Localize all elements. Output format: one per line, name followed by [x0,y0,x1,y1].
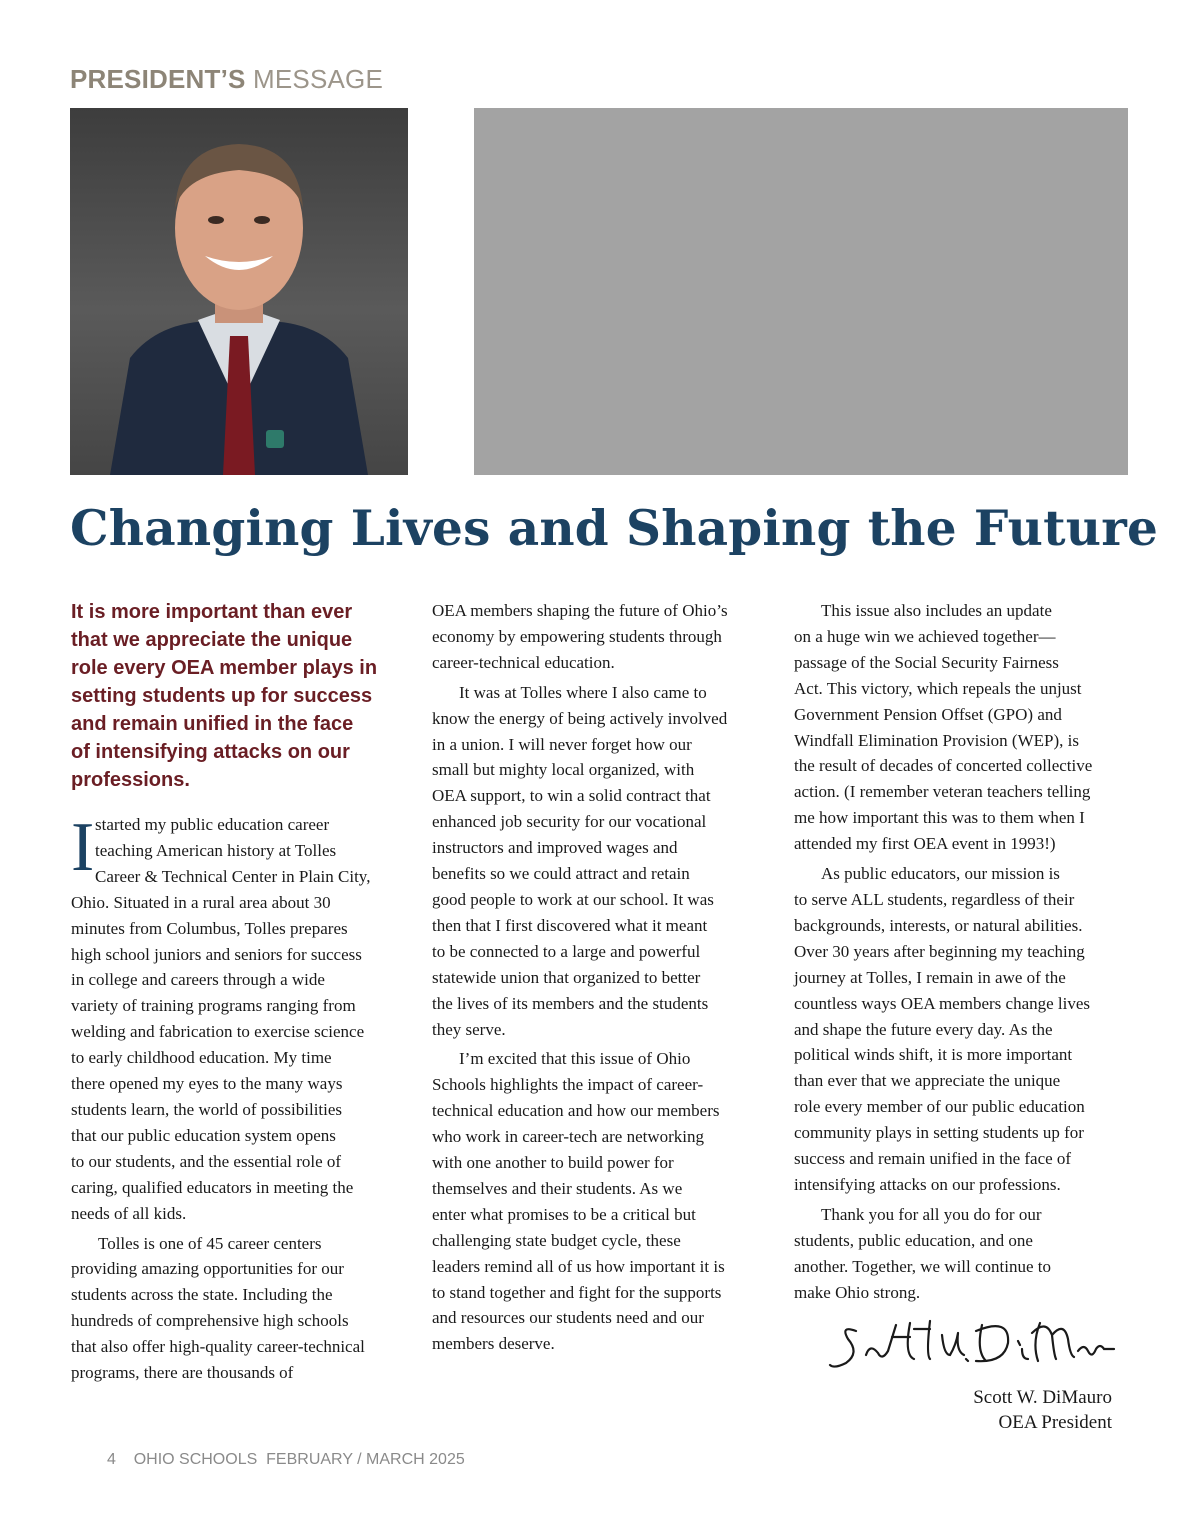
body-paragraph [794,861,1130,1198]
body-line: countless ways OEA members change lives [794,993,1091,1013]
body-line: hundreds of comprehensive high schools [71,1311,349,1331]
body-line: leaders remind all of us how important it is [432,1256,725,1276]
body-line: variety of training programs ranging from [71,996,356,1016]
pull-quote-line: that we appreciate the unique [71,629,353,651]
body-line: backgrounds, interests, or natural abilities. [794,915,1083,935]
body-line: in college and careers through a wide [71,970,325,990]
body-line: programs, there are thousands of [71,1363,294,1383]
body-line: on a huge win we achieved together— [794,626,1056,646]
body-line: community plays in setting students up for [794,1123,1084,1143]
body-line: in a union. I will never forget how our [432,734,692,754]
body-line: students, public education, and one [794,1230,1033,1250]
body-line: good people to work at our school. It was [432,889,714,909]
body-line: than ever that we appreciate the unique [794,1071,1061,1091]
pull-quote [71,598,403,794]
body-line: know the energy of being actively involved [432,708,728,728]
publication-line: OHIO SCHOOLS FEBRUARY / MARCH 2025 [133,1451,465,1468]
body-line: journey at Tolles, I remain in awe of the [794,967,1066,987]
body-line: the lives of its members and the students [432,993,709,1013]
body-line: and shape the future every day. As the [794,1019,1053,1039]
body-line: to be connected to a large and powerful [432,941,701,961]
body-line: This issue also includes an update [821,601,1052,620]
section-label-light: MESSAGE [253,64,384,94]
body-line: who work in career-tech are networking [432,1127,705,1147]
handwritten-signature [826,1315,1116,1379]
pull-quote-line: and remain unified in the face [71,713,354,735]
signoff-name: Scott W. DiMauro [973,1387,1112,1408]
body-line: started my public education career [95,815,330,834]
body-line: enter what promises to be a critical but [432,1204,696,1224]
signature-graphic [826,1315,1116,1379]
pull-quote-line: of intensifying attacks on our [71,741,350,763]
body-line: intensifying attacks on our professions. [794,1174,1061,1194]
body-line: passage of the Social Security Fairness [794,652,1059,672]
body-line: with one another to build power for [432,1153,674,1173]
body-line: providing amazing opportunities for our [71,1259,344,1279]
body-line: me how important this was to them when I [794,808,1085,828]
body-line: OEA members shaping the future of Ohio’s [432,601,728,620]
body-line: themselves and their students. As we [432,1178,683,1198]
dropcap: I [71,809,95,886]
column-1 [71,598,403,1386]
column-3 [794,598,1130,1305]
body-line: high school juniors and seniors for success [71,944,362,964]
dropcap-block [71,809,403,890]
pull-quote-line: professions. [71,769,190,791]
body-line: role every member of our public education [794,1097,1085,1117]
page-number: 4 [107,1451,116,1468]
body-line: make Ohio strong. [794,1282,921,1302]
body-line: enhanced job security for our vocational [432,812,707,832]
portrait-illustration [70,108,408,475]
body-line: that also offer high-quality career-technical [71,1337,365,1357]
body-line: another. Together, we will continue to [794,1256,1052,1276]
body-line: students learn, the world of possibilities [71,1099,343,1119]
pull-quote-line: setting students up for success [71,685,373,707]
body-line: action. (I remember veteran teachers telling [794,782,1091,802]
body-paragraph [794,1202,1130,1306]
headline: Changing Lives and Shaping the Future [70,500,1159,557]
body-line: welding and fabrication to exercise science [71,1022,365,1042]
body-line: then that I first discovered what it meant [432,915,708,935]
body-line: economy by empowering students through [432,626,722,646]
body-line: Tolles is one of 45 career centers [98,1233,322,1253]
body-line: to serve ALL students, regardless of their [794,889,1075,909]
image-placeholder [474,108,1128,475]
signoff [973,1385,1112,1435]
body-line: benefits so we could attract and retain [432,864,690,884]
body-line: political winds shift, it is more important [794,1045,1073,1065]
body-line: they serve. [432,1019,506,1039]
pull-quote-line: It is more important than ever [71,601,353,623]
body-line: Schools highlights the impact of career- [432,1075,704,1095]
body-line: members deserve. [432,1334,555,1354]
body-line: statewide union that organized to better [432,967,701,987]
body-line: Windfall Elimination Provision (WEP), is [794,730,1079,750]
body-line: OEA support, to win a solid contract that [432,786,711,806]
body-paragraph [71,809,403,1227]
pull-quote-line: role every OEA member plays in [71,657,378,679]
section-label [70,64,383,95]
body-line: to stand together and fight for the supports [432,1282,722,1302]
body-line: needs of all kids. [71,1203,187,1223]
signoff-title: OEA President [998,1412,1112,1433]
body-line: success and remain unified in the face of [794,1149,1072,1169]
body-line: Act. This victory, which repeals the unjust [794,678,1082,698]
body-paragraph [794,598,1130,857]
body-line: instructors and improved wages and [432,838,678,858]
body-line: technical education and how our members [432,1101,720,1121]
body-line: career-technical education. [432,652,615,672]
body-line: challenging state budget cycle, these [432,1230,681,1250]
body-line: that our public education system opens [71,1125,336,1145]
body-line: Ohio. Situated in a rural area about 30 [71,892,331,912]
body-line: minutes from Columbus, Tolles prepares [71,918,348,938]
body-line: Thank you for all you do for our [821,1204,1042,1224]
page-footer [107,1451,465,1469]
body-paragraph [71,1231,403,1386]
body-line: Career & Technical Center in Plain City, [95,866,371,886]
column-2 [432,598,768,1357]
body-line: students across the state. Including the [71,1285,333,1305]
section-label-strong: PRESIDENT’S [70,64,246,94]
president-portrait [70,108,408,475]
body-paragraph [432,598,768,676]
body-line: I’m excited that this issue of Ohio [459,1049,691,1069]
body-line: It was at Tolles where I also came to [459,682,707,702]
body-line: to early childhood education. My time [71,1048,332,1068]
body-paragraph [432,1046,768,1357]
body-line: As public educators, our mission is [821,864,1060,884]
body-line: attended my first OEA event in 1993!) [794,834,1056,854]
body-line: there opened my eyes to the many ways [71,1074,343,1094]
body-line: to our students, and the essential role of [71,1151,342,1171]
body-line: small but mighty local organized, with [432,760,695,780]
body-line: Government Pension Offset (GPO) and [794,704,1062,724]
body-line: the result of decades of concerted collective [794,756,1093,776]
body-line: Over 30 years after beginning my teaching [794,941,1085,961]
body-line: and resources our students need and our [432,1308,704,1328]
body-paragraph [432,680,768,1043]
body-line: caring, qualified educators in meeting the [71,1177,354,1197]
body-line: teaching American history at Tolles [95,840,337,860]
